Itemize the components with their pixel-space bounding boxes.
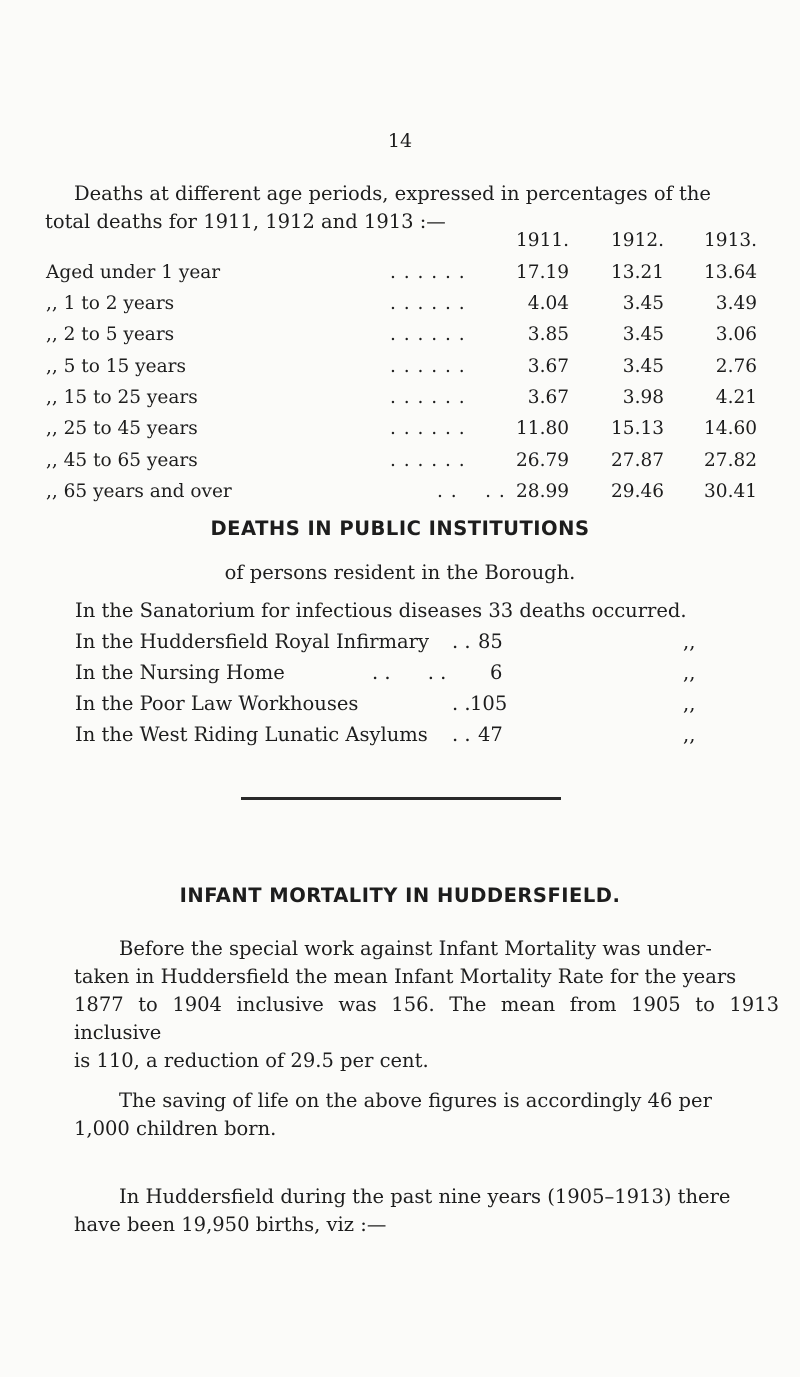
- death-count: 85: [478, 630, 503, 653]
- institution-first-line: In the Sanatorium for infectious diseases 33 deaths occurred.: [75, 599, 687, 622]
- ditto-mark: ,,: [683, 630, 696, 653]
- institutions-heading: DEATHS IN PUBLIC INSTITUTIONS: [210, 517, 590, 540]
- leader-dots: . .: [452, 692, 471, 715]
- ditto-mark: ,,: [683, 661, 696, 684]
- value-1913: 3.06: [715, 324, 757, 345]
- intro-line-1: Deaths at different age periods, expressed in percentages of the: [74, 182, 711, 205]
- value-1912: 3.45: [622, 293, 664, 314]
- row-label: ,, 2 to 5 years: [46, 324, 175, 345]
- value-1913: 13.64: [704, 262, 757, 283]
- institution-label: In the Poor Law Workhouses: [75, 692, 359, 715]
- leader-dots: . .: [452, 630, 471, 653]
- row-label: ,, 65 years and over: [46, 481, 232, 502]
- infant-mortality-heading: INFANT MORTALITY IN HUDDERSFIELD.: [179, 884, 621, 907]
- paragraph-line: The saving of life on the above figures is accordingly 46 per: [119, 1089, 712, 1112]
- row-label: Aged under 1 year: [46, 262, 221, 283]
- paragraph-line: 1877 to 1904 inclusive was 156. The mean from 1905 to 1913 inclusive: [74, 993, 779, 1044]
- page-number: 14: [387, 130, 413, 152]
- leader-dots: . . . .: [372, 661, 447, 684]
- value-1913: 3.49: [715, 293, 757, 314]
- row-label: ,, 45 to 65 years: [46, 450, 198, 471]
- leader-dots: . . . . . .: [390, 387, 466, 408]
- institution-label: In the Huddersfield Royal Infirmary: [75, 630, 429, 653]
- leader-dots: . . . . . .: [390, 418, 466, 439]
- value-1911: 3.67: [527, 387, 569, 408]
- leader-dots: . . . . . .: [390, 450, 466, 471]
- value-1913: 14.60: [704, 418, 757, 439]
- value-1912: 3.45: [622, 356, 664, 377]
- institution-label: In the Nursing Home: [75, 661, 285, 684]
- value-1911: 11.80: [516, 418, 569, 439]
- paragraph-line: taken in Huddersfield the mean Infant Mortality Rate for the years: [74, 965, 737, 988]
- row-label: ,, 1 to 2 years: [46, 293, 175, 314]
- leader-dots: . . . . . .: [390, 324, 466, 345]
- ditto-mark: ,,: [683, 723, 696, 746]
- value-1911: 3.85: [527, 324, 569, 345]
- value-1913: 30.41: [704, 481, 757, 502]
- paragraph-line: Before the special work against Infant Mortality was under-: [119, 937, 712, 960]
- column-header-1913: 1913.: [704, 230, 757, 251]
- paragraph-line: In Huddersfield during the past nine years (1905–1913) there: [119, 1185, 731, 1208]
- value-1911: 26.79: [516, 450, 569, 471]
- value-1912: 13.21: [611, 262, 664, 283]
- value-1913: 4.21: [715, 387, 757, 408]
- value-1911: 3.67: [527, 356, 569, 377]
- paragraph-line: have been 19,950 births, viz :—: [74, 1213, 387, 1236]
- row-label: ,, 25 to 45 years: [46, 418, 198, 439]
- value-1912: 3.45: [622, 324, 664, 345]
- value-1912: 29.46: [611, 481, 664, 502]
- leader-dots: . . . . . .: [390, 262, 466, 283]
- section-divider: [241, 797, 561, 800]
- intro-line-2: total deaths for 1911, 1912 and 1913 :—: [45, 210, 446, 233]
- paragraph-births: [74, 1183, 779, 1239]
- value-1913: 27.82: [704, 450, 757, 471]
- leader-dots: . . . . . .: [390, 293, 466, 314]
- paragraph-line: 1,000 children born.: [74, 1117, 277, 1140]
- leader-dots: . . . .: [437, 481, 506, 502]
- paragraph-saving: [74, 1087, 779, 1143]
- value-1912: 3.98: [622, 387, 664, 408]
- value-1912: 27.87: [611, 450, 664, 471]
- ditto-mark: ,,: [683, 692, 696, 715]
- death-count: 6: [490, 661, 503, 684]
- row-label: ,, 5 to 15 years: [46, 356, 186, 377]
- death-count: 105: [470, 692, 508, 715]
- death-count: 47: [478, 723, 503, 746]
- value-1912: 15.13: [611, 418, 664, 439]
- paragraph-line: is 110, a reduction of 29.5 per cent.: [74, 1049, 429, 1072]
- value-1911: 4.04: [527, 293, 569, 314]
- value-1911: 17.19: [516, 262, 569, 283]
- leader-dots: . . . . . .: [390, 356, 466, 377]
- leader-dots: . .: [452, 723, 471, 746]
- intro-text: [45, 180, 774, 236]
- column-header-1912: 1912.: [611, 230, 664, 251]
- value-1911: 28.99: [516, 481, 569, 502]
- row-label: ,, 15 to 25 years: [46, 387, 198, 408]
- value-1913: 2.76: [715, 356, 757, 377]
- institutions-subheading: of persons resident in the Borough.: [224, 561, 576, 584]
- column-header-1911: 1911.: [516, 230, 569, 251]
- paragraph-rate: [74, 935, 779, 1075]
- institution-label: In the West Riding Lunatic Asylums: [75, 723, 428, 746]
